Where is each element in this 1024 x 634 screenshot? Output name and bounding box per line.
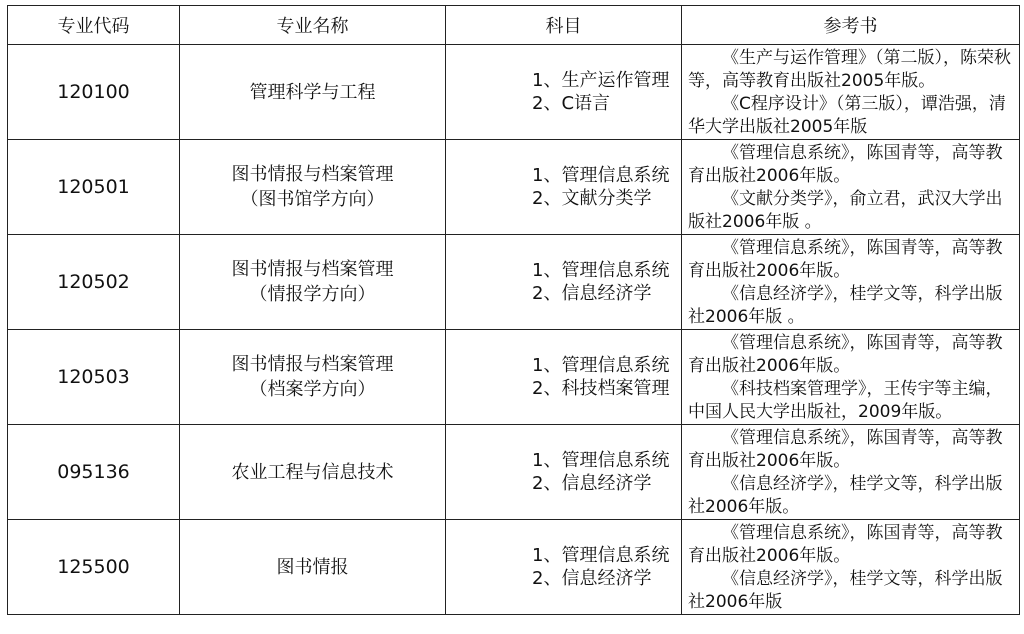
subject-item: 1、管理信息系统 xyxy=(532,450,670,471)
major-code: 120502 xyxy=(8,235,180,330)
major-name: （档案学方向） xyxy=(249,379,376,400)
reference-book: 《文献分类学》，俞立君，武汉大学出版社2006年版 。 xyxy=(688,188,1003,232)
reference-book: 《管理信息系统》，陈国青等，高等教育出版社2006年版。 xyxy=(688,237,1003,281)
subjects-cell xyxy=(446,45,682,140)
major-code: 125500 xyxy=(8,520,180,615)
subjects-cell xyxy=(446,140,682,235)
reference-book: 《管理信息系统》，陈国青等，高等教育出版社2006年版。 xyxy=(688,142,1003,186)
table-row xyxy=(8,140,1020,235)
reference-book: 《信息经济学》，桂学文等，科学出版社2006年版 。 xyxy=(688,283,1003,327)
reference-book: 《管理信息系统》，陈国青等，高等教育出版社2006年版。 xyxy=(688,332,1003,376)
header-refs: 参考书 xyxy=(682,6,1020,45)
reference-book: 《管理信息系统》，陈国青等，高等教育出版社2006年版。 xyxy=(688,522,1003,566)
major-code: 120503 xyxy=(8,330,180,425)
major-name: （情报学方向） xyxy=(249,284,376,305)
major-name-cell xyxy=(180,330,446,425)
major-name-cell xyxy=(180,520,446,615)
header-code: 专业代码 xyxy=(8,6,180,45)
subject-item: 1、管理信息系统 xyxy=(532,355,670,376)
subject-item: 2、文献分类学 xyxy=(532,188,652,209)
major-name-cell xyxy=(180,235,446,330)
header-subjects: 科目 xyxy=(446,6,682,45)
major-name: 图书情报 xyxy=(276,556,349,578)
reference-book: 《信息经济学》，桂学文等，科学出版社2006年版 xyxy=(688,568,1003,612)
reference-books-cell xyxy=(682,425,1020,520)
major-name: 图书情报与档案管理 xyxy=(231,259,394,280)
reference-book: 《信息经济学》，桂学文等，科学出版社2006年版。 xyxy=(688,473,1003,517)
reference-books-cell xyxy=(682,45,1020,140)
reference-book: 《C程序设计》（第三版），谭浩强，清华大学出版社2005年版 xyxy=(688,93,1006,137)
subject-item: 2、信息经济学 xyxy=(532,568,652,589)
major-name-cell xyxy=(180,425,446,520)
major-name-cell xyxy=(180,45,446,140)
table-row xyxy=(8,520,1020,615)
subjects-cell xyxy=(446,235,682,330)
reference-book: 《生产与运作管理》（第二版），陈荣秋等，高等教育出版社2005年版。 xyxy=(688,47,1011,91)
reference-books-cell xyxy=(682,235,1020,330)
major-name: 管理科学与工程 xyxy=(249,81,376,103)
major-name: 图书情报与档案管理 xyxy=(231,354,394,375)
subject-item: 1、生产运作管理 xyxy=(532,70,670,91)
major-code: 120501 xyxy=(8,140,180,235)
major-code: 095136 xyxy=(8,425,180,520)
subject-item: 1、管理信息系统 xyxy=(532,260,670,281)
table-row xyxy=(8,425,1020,520)
subject-item: 2、信息经济学 xyxy=(532,473,652,494)
major-name: （图书馆学方向） xyxy=(240,189,385,210)
major-name-cell xyxy=(180,140,446,235)
reference-book: 《管理信息系统》，陈国青等，高等教育出版社2006年版。 xyxy=(688,427,1003,471)
table-row xyxy=(8,235,1020,330)
header-name: 专业名称 xyxy=(180,6,446,45)
subject-item: 2、科技档案管理 xyxy=(532,378,670,399)
header-row xyxy=(8,6,1020,45)
major-name: 农业工程与信息技术 xyxy=(231,461,394,483)
subject-item: 1、管理信息系统 xyxy=(532,165,670,186)
reference-books-cell xyxy=(682,330,1020,425)
major-code: 120100 xyxy=(8,45,180,140)
reference-books-cell xyxy=(682,140,1020,235)
reference-book: 《科技档案管理学》，王传宇等主编，中国人民大学出版社，2009年版。 xyxy=(688,378,1003,422)
major-table xyxy=(7,5,1020,615)
subject-item: 2、C语言 xyxy=(532,93,611,114)
subjects-cell xyxy=(446,330,682,425)
subject-item: 1、管理信息系统 xyxy=(532,545,670,566)
major-name: 图书情报与档案管理 xyxy=(231,164,394,185)
table-row xyxy=(8,45,1020,140)
subjects-cell xyxy=(446,425,682,520)
reference-books-cell xyxy=(682,520,1020,615)
subject-item: 2、信息经济学 xyxy=(532,283,652,304)
table-row xyxy=(8,330,1020,425)
subjects-cell xyxy=(446,520,682,615)
